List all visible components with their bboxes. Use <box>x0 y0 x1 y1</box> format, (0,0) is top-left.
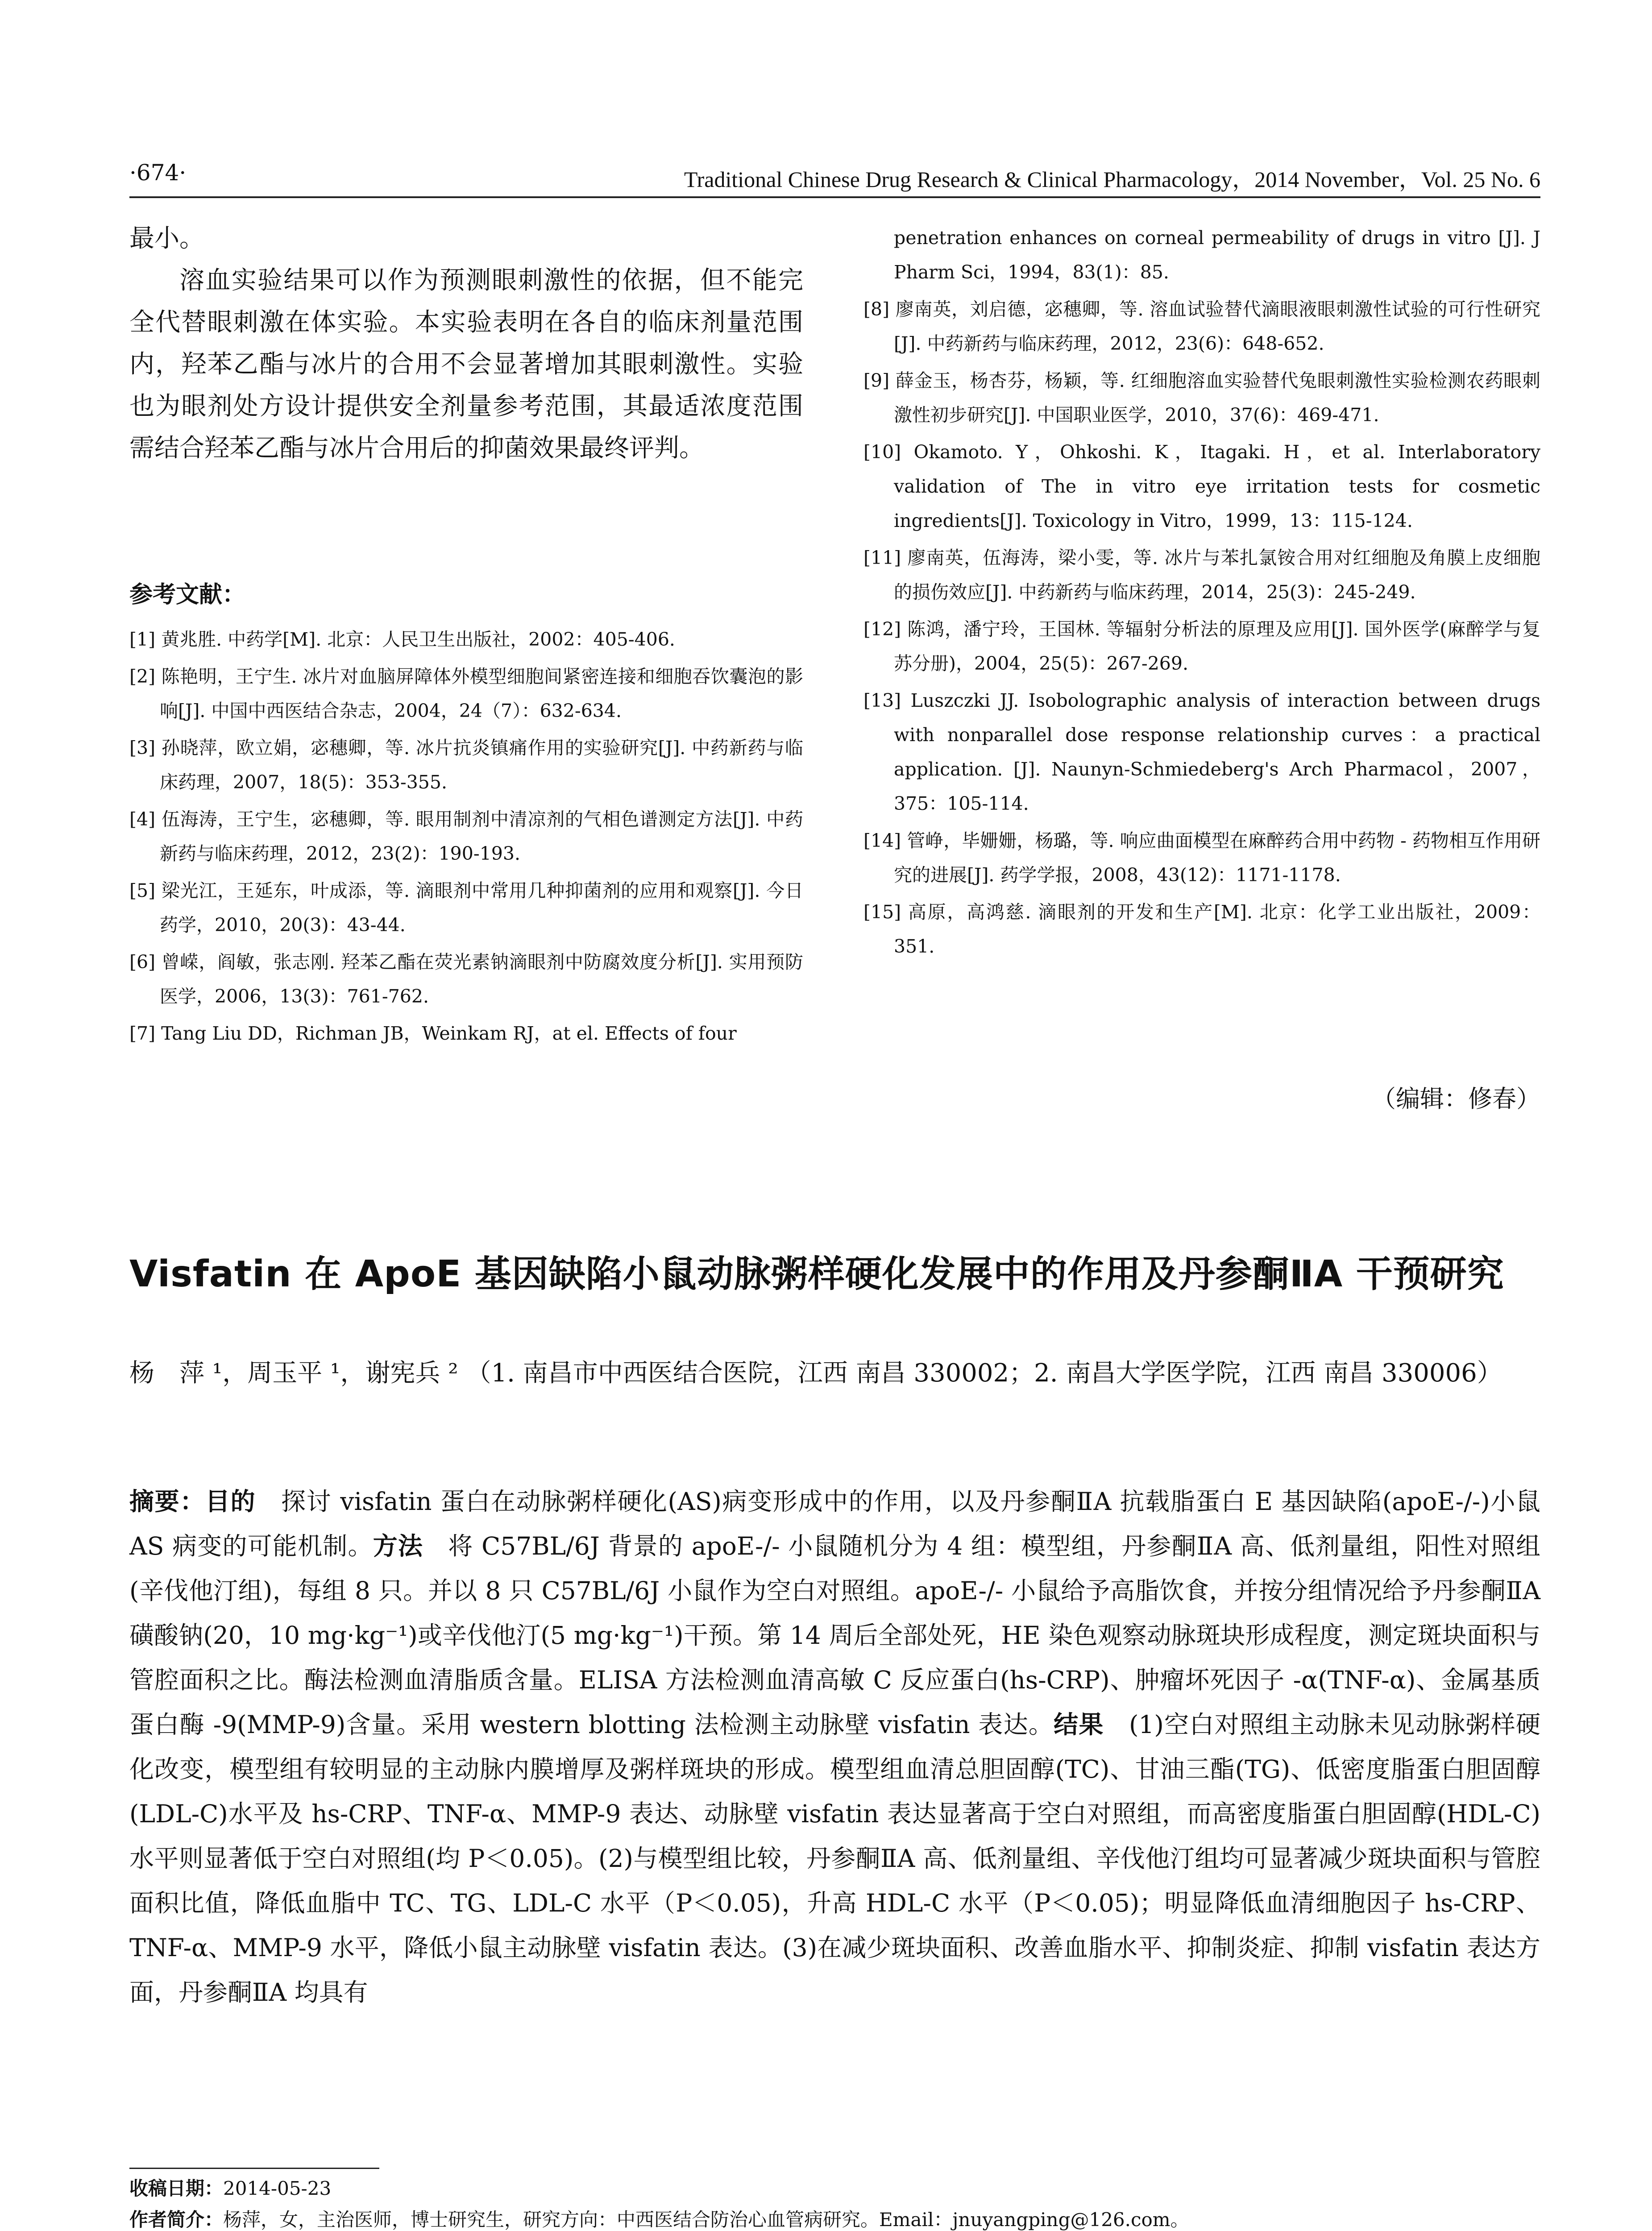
reference-item: [14] 管峥，毕姗姗，杨璐，等. 响应曲面模型在麻醉药合用中药物 - 药物相互作用研究的进展[J]. 药学学报，2008，43(12)：1171-1178. <box>863 830 1540 886</box>
left-column <box>129 218 803 469</box>
header-rule <box>129 196 1540 198</box>
page-number: ·674· <box>129 160 187 186</box>
reference-item: [11] 廖南英，伍海涛，梁小雯，等. 冰片与苯扎氯铵合用对红细胞及角膜上皮细胞的损伤效应[J]. 中药新药与临床药理，2014，25(3)：245-249. <box>863 547 1540 603</box>
footnote-rule <box>129 2168 379 2169</box>
reference-item: [5] 梁光江，王延东，叶成添，等. 滴眼剂中常用几种抑菌剂的应用和观察[J]. 今日药学，2010，20(3)：43-44. <box>129 880 803 936</box>
objective-text: 探讨 visfatin 蛋白在动脉粥样硬化(AS)病变形成中的作用，以及丹参酮ⅡA 抗载脂蛋白 E 基因缺陷(apoE-/-)小鼠 AS 病变的可能机制。 <box>129 1487 1540 1560</box>
reference-item: [3] 孙晓萍，欧立娟，宓穗卿，等. 冰片抗炎镇痛作用的实验研究[J]. 中药新药与临床药理，2007，18(5)：353-355. <box>129 737 803 793</box>
abstract-label: 摘要： <box>129 1487 205 1516</box>
reference-item: [1] 黄兆胜. 中药学[M]. 北京：人民卫生出版社，2002：405-406. <box>129 629 675 650</box>
body-paragraph: 溶血实验结果可以作为预测眼刺激性的依据，但不能完全代替眼刺激在体实验。本实验表明在各自的临床剂量范围内，羟苯乙酯与冰片的合用不会显著增加其眼刺激性。实验也为眼剂处方设计提供安全剂量参考范围，其最适浓度范围需结合羟苯乙酯与冰片合用后的抑菌效果最终评判。 <box>129 266 803 463</box>
article-title: Visfatin 在 ApoE 基因缺陷小鼠动脉粥样硬化发展中的作用及丹参酮ⅡA 干预研究 <box>129 1253 1504 1295</box>
methods-text: 将 C57BL/6J 背景的 apoE-/- 小鼠随机分为 4 组：模型组，丹参酮ⅡA 高、低剂量组，阳性对照组(辛伐他汀组)，每组 8 只。并以 8 只 C57BL/6J 小鼠作为空白对照组。apoE-/- 小鼠给予高脂饮食，并按分组情况给予丹参酮ⅡA 磺酸钠(20，10 mg·kg⁻¹)或辛伐他汀(5 mg·kg⁻¹)干预。第 14 周后全部处死，HE 染色观察动脉斑块形成程度，测定斑块面积与管腔面积之比。酶法检测血清脂质含量。ELISA 方法检测血清高敏 C 反应蛋白(hs-CRP)、肿瘤坏死因子 -α(TNF-α)、金属基质蛋白酶 -9(MMP-9)含量。采用 western blotting 法检测主动脉壁 visfatin 表达。 <box>129 1532 1540 1739</box>
footnotes <box>129 2173 1540 2231</box>
journal-header: Traditional Chinese Drug Research & Clinical Pharmacology，2014 November，Vol. 25 No. 6 <box>684 167 1540 192</box>
author-info-label: 作者简介： <box>129 2209 224 2231</box>
reference-item: [8] 廖南英，刘启德，宓穗卿，等. 溶血试验替代滴眼液眼刺激性试验的可行性研究[J]. 中药新药与临床药理，2012，23(6)：648-652. <box>863 299 1540 354</box>
references-right <box>863 221 1540 966</box>
reference-item: [9] 薛金玉，杨杏芬，杨颖，等. 红细胞溶血实验替代兔眼刺激性实验检测农药眼刺激性初步研究[J]. 中国职业医学，2010，37(6)：469-471. <box>863 370 1540 426</box>
received-label: 收稿日期： <box>129 2177 224 2199</box>
reference-item: [2] 陈艳明，王宁生. 冰片对血脑屏障体外模型细胞间紧密连接和细胞吞饮囊泡的影响[J]. 中国中西医结合杂志，2004，24（7）：632-634. <box>129 666 803 722</box>
reference-item: [6] 曾嵘，阎敏，张志刚. 羟苯乙酯在荧光素钠滴眼剂中防腐效度分析[J]. 实用预防医学，2006，13(3)：761-762. <box>129 951 803 1007</box>
author-info: 杨萍，女，主治医师，博士研究生，研究方向：中西医结合防治心血管病研究。Email：jnuyangping@126.com。 <box>223 2209 1189 2231</box>
reference-item: [12] 陈鸿，潘宁玲，王国林. 等辐射分析法的原理及应用[J]. 国外医学(麻醉学与复苏分册)，2004，25(5)：267-269. <box>863 618 1540 674</box>
reference-item: [10] Okamoto. Y，Ohkoshi. K，Itagaki. H，et al. Interlaboratory validation of The in vitro eye irritation tests for cosmetic ingredients[J]. Toxicology in Vitro，1999，13：115-124. <box>863 441 1540 531</box>
references-left <box>129 576 803 1053</box>
reference-item: [13] Luszczki JJ. Isobolographic analysis of interaction between drugs with nonparallel dose response relationship curves：a practical application. [J]. Naunyn-Schmiedeberg's Arch Pharmacol，2007，375：105-114. <box>863 690 1540 814</box>
body-paragraph: 最小。 <box>129 224 204 253</box>
abstract <box>129 1479 1540 2015</box>
author-line: 杨 萍 ¹，周玉平 ¹，谢宪兵 ² （1. 南昌市中西医结合医院，江西 南昌 330002；2. 南昌大学医学院，江西 南昌 330006） <box>129 1359 1502 1388</box>
results-text: (1)空白对照组主动脉未见动脉粥样硬化改变，模型组有较明显的主动脉内膜增厚及粥样斑块的形成。模型组血清总胆固醇(TC)、甘油三酯(TG)、低密度脂蛋白胆固醇(LDL-C)水平及 hs-CRP、TNF-α、MMP-9 表达、动脉壁 visfatin 表达显著高于空白对照组，而高密度脂蛋白胆固醇(HDL-C)水平则显著低于空白对照组(均 P＜0.05)。(2)与模型组比较，丹参酮ⅡA 高、低剂量组、辛伐他汀组均可显著减少斑块面积与管腔面积比值，降低血脂中 TC、TG、LDL-C 水平（P＜0.05)，升高 HDL-C 水平（P＜0.05)；明显降低血清细胞因子 hs-CRP、TNF-α、MMP-9 水平，降低小鼠主动脉壁 visfatin 表达。(3)在减少斑块面积、改善血脂水平、抑制炎症、抑制 visfatin 表达方面，丹参酮ⅡA 均具有 <box>129 1710 1540 2007</box>
editor-note: （编辑：修春） <box>1372 1085 1540 1113</box>
reference-item: [15] 高原，高鸿慈. 滴眼剂的开发和生产[M]. 北京：化学工业出版社，2009：351. <box>863 901 1540 957</box>
footnote-author <box>129 2204 1540 2231</box>
reference-item: [7] Tang Liu DD，Richman JB，Weinkam RJ，at el. Effects of four <box>129 1023 737 1044</box>
reference-item: [4] 伍海涛，王宁生，宓穗卿，等. 眼用制剂中清凉剂的气相色谱测定方法[J]. 中药新药与临床药理，2012，23(2)：190-193. <box>129 809 803 864</box>
objective-label: 目的 <box>205 1487 256 1516</box>
reference-continuation: penetration enhances on corneal permeability of drugs in vitro [J]. J Pharm Sci，1994，83(1)：85. <box>894 227 1540 283</box>
results-label: 结果 <box>1054 1710 1104 1739</box>
methods-label: 方法 <box>373 1532 423 1560</box>
references-title: 参考文献： <box>129 581 246 608</box>
received-date: 2014-05-23 <box>223 2177 332 2199</box>
footnote-received <box>129 2173 1540 2204</box>
